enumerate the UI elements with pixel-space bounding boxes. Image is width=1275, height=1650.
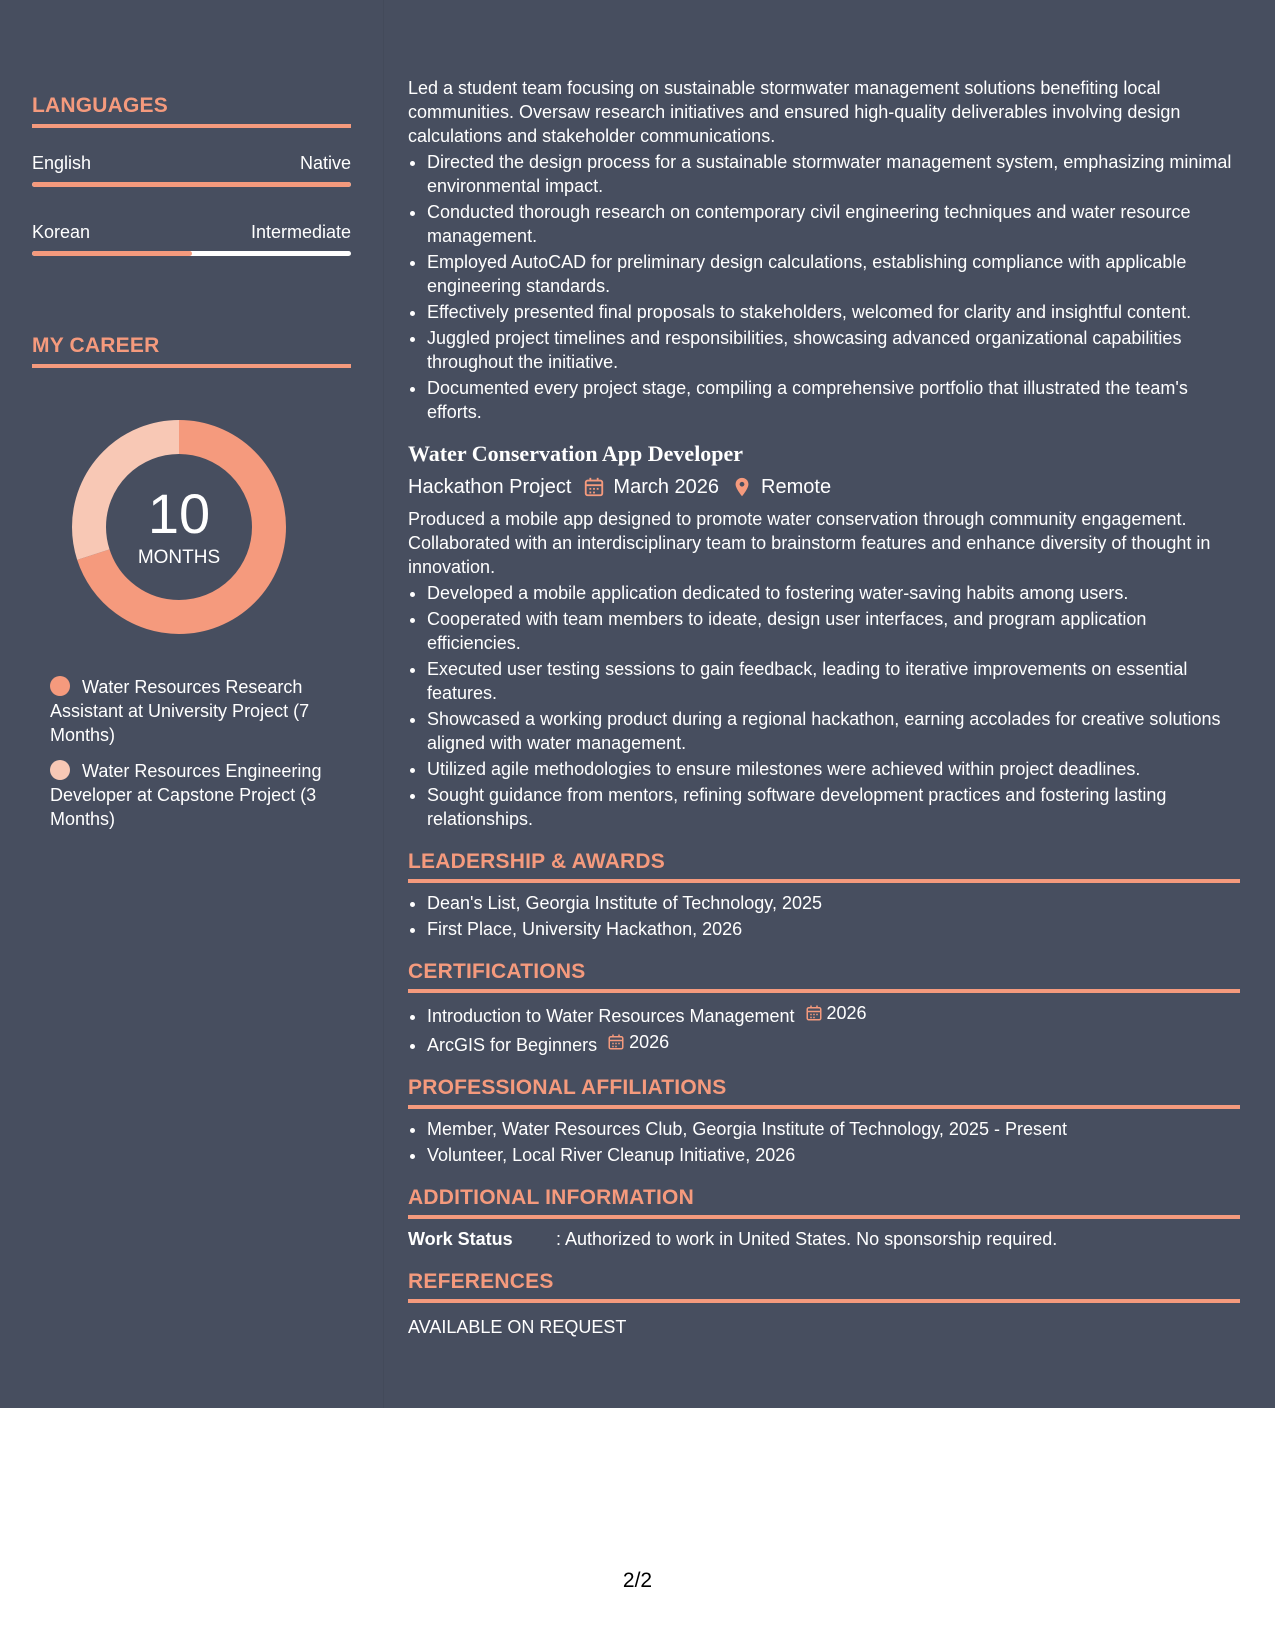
work-status-label: Work Status (408, 1229, 513, 1249)
job-summary: Led a student team focusing on sustainable stormwater management solutions benefiting local communities. Oversaw research initiatives and ensured high-quality deliverables involving design calculations and stakeholder communications. (408, 78, 1181, 146)
job-meta (408, 474, 1240, 500)
calendar-icon (805, 1004, 823, 1022)
location-pin-icon (731, 476, 753, 498)
list-item: • Conducted thorough research on contemporary civil engineering techniques and water resource management. (427, 200, 1240, 248)
list-item: • Executed user testing sessions to gain feedback, leading to iterative improvements on essential features. (427, 657, 1240, 705)
language-item-korean (32, 221, 351, 256)
language-name: English (32, 153, 92, 173)
list-item: • First Place, University Hackathon, 2026 (427, 917, 1240, 941)
career-title: MY CAREER (32, 334, 351, 368)
career-total-value: 10 (147, 482, 211, 545)
work-status-row (408, 1227, 1240, 1251)
list-item: • Effectively presented final proposals to stakeholders, welcomed for clarity and insightful content. (427, 300, 1240, 324)
page-number: 2/2 (622, 1569, 653, 1592)
language-proficiency-fill (32, 251, 192, 256)
list-item (427, 1001, 1240, 1028)
list-item: • Employed AutoCAD for preliminary design calculations, establishing compliance with applicable engineering standards. (427, 250, 1240, 298)
legend-label: Water Resources Engineering Developer at Capstone Project (3 Months) (50, 761, 322, 829)
job-title: Water Conservation App Developer (408, 441, 744, 466)
list-item: • Showcased a working product during a regional hackathon, earning accolades for creative solutions aligned with water management. (427, 707, 1240, 755)
certification-year: 2026 (629, 1032, 670, 1052)
affiliations-title: PROFESSIONAL AFFILIATIONS (408, 1075, 1240, 1109)
language-proficiency-bar (32, 182, 351, 187)
job-location: Remote (761, 476, 832, 498)
leadership-list (408, 891, 1240, 941)
list-item: • Sought guidance from mentors, refining software development practices and fostering lasting relationships. (427, 783, 1240, 831)
work-status-value: : Authorized to work in United States. No sponsorship required. (556, 1229, 1058, 1249)
list-item: • Directed the design process for a sustainable stormwater management system, emphasizing minimal environmental impact. (427, 150, 1240, 198)
career-legend (50, 675, 340, 843)
language-name: Korean (32, 222, 91, 242)
list-item: • Member, Water Resources Club, Georgia Institute of Technology, 2025 - Present (427, 1117, 1240, 1141)
legend-item (50, 759, 340, 831)
references-text: AVAILABLE ON REQUEST (408, 1317, 627, 1337)
legend-dot-icon (50, 760, 70, 780)
certifications-list (408, 1001, 1240, 1057)
career-donut-chart (66, 414, 292, 640)
affiliations-list (408, 1117, 1240, 1167)
certifications-title: CERTIFICATIONS (408, 959, 1240, 993)
legend-dot-icon (50, 676, 70, 696)
leadership-title: LEADERSHIP & AWARDS (408, 849, 1240, 883)
calendar-icon (583, 476, 605, 498)
language-proficiency-bar (32, 251, 351, 256)
language-level: Intermediate (250, 222, 351, 242)
legend-item (50, 675, 340, 747)
sidebar (0, 0, 384, 1408)
legend-label: Water Resources Research Assistant at University Project (7 Months) (50, 677, 310, 745)
main-content (408, 76, 1240, 1339)
additional-info-title: ADDITIONAL INFORMATION (408, 1185, 1240, 1219)
list-item: • Documented every project stage, compiling a comprehensive portfolio that illustrated the team's efforts. (427, 376, 1240, 424)
references-title: REFERENCES (408, 1269, 1240, 1303)
language-item-english (32, 152, 351, 187)
language-level: Native (299, 153, 351, 173)
list-item: • Dean's List, Georgia Institute of Technology, 2025 (427, 891, 1240, 915)
language-proficiency-fill (32, 182, 351, 187)
job-bullets (408, 581, 1240, 831)
career-total-unit: MONTHS (137, 547, 221, 568)
job-summary: Produced a mobile app designed to promote water conservation through community engagement. Collaborated with an interdisciplinary team to brainstorm features and enhance diversity of thought in innovation. (408, 509, 1211, 577)
certification-name: Introduction to Water Resources Management (427, 1006, 795, 1026)
certification-year: 2026 (826, 1003, 867, 1023)
list-item (427, 1030, 1240, 1057)
languages-title: LANGUAGES (32, 94, 351, 128)
job-company: Hackathon Project (408, 476, 572, 498)
job-date: March 2026 (613, 476, 720, 498)
list-item: • Volunteer, Local River Cleanup Initiative, 2026 (427, 1143, 1240, 1167)
list-item: • Utilized agile methodologies to ensure milestones were achieved within project deadlines. (427, 757, 1240, 781)
certification-name: ArcGIS for Beginners (427, 1035, 598, 1055)
list-item: • Developed a mobile application dedicated to fostering water-saving habits among users. (427, 581, 1240, 605)
list-item: • Cooperated with team members to ideate, design user interfaces, and program application efficiencies. (427, 607, 1240, 655)
calendar-icon (607, 1033, 625, 1051)
job-bullets (408, 150, 1240, 424)
list-item: • Juggled project timelines and responsibilities, showcasing advanced organizational capabilities throughout the initiative. (427, 326, 1240, 374)
